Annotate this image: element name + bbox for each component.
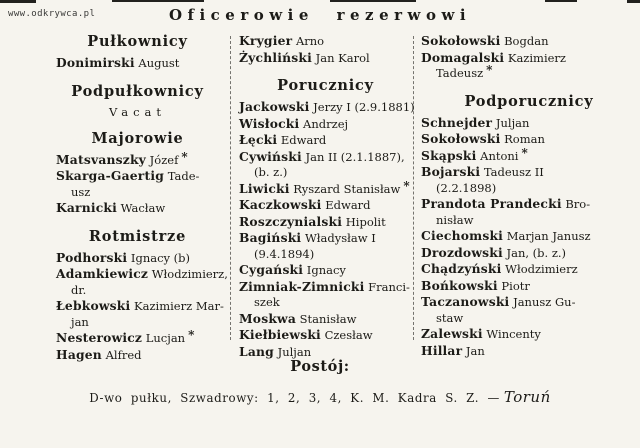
officer-entry-line: Adamkiewicz Włodzimierz,	[56, 266, 228, 281]
surname: Łęcki	[239, 132, 278, 147]
surname: Bojarski	[421, 164, 481, 179]
surname: Adamkiewicz	[56, 266, 149, 281]
officer-entry-line: Hagen Alfred	[56, 346, 142, 362]
officer-entry	[239, 116, 412, 133]
officer-entry-line: Łebkowski Kazimierz Mar-	[56, 298, 224, 313]
officer-entry-line: Podhorski Ignacy (b)	[56, 249, 191, 265]
officer-entry-line: Zimniak-Zimnicki Franci-	[239, 278, 410, 294]
officer-entry-line: usz	[71, 184, 91, 199]
officer-entry-line: nisław	[436, 212, 474, 227]
officer-entry-line: Zalewski Wincenty	[421, 326, 541, 341]
officer-entry	[421, 261, 637, 278]
officer-entry	[239, 197, 412, 214]
officer-entry	[56, 149, 219, 169]
surname: Zalewski	[421, 326, 483, 341]
officer-entry-line: Matsvanszky Józef *	[56, 149, 188, 167]
officer-entry	[239, 327, 412, 344]
officer-entry-line: Chądzyński Włodzimierz	[421, 261, 578, 276]
rank-header: Porucznicy	[277, 77, 374, 94]
surname: Kaczkowski	[239, 197, 322, 212]
asterisk: *	[188, 328, 195, 342]
officer-entry-line: Drozdowski Jan, (b. z.)	[421, 244, 567, 260]
officer-entry-line: dr.	[71, 282, 87, 297]
surname: Zimniak-Zimnicki	[239, 278, 365, 294]
officer-column-middle	[239, 33, 415, 360]
surname: Prandota Prandecki	[421, 196, 562, 211]
officer-entry-line: Wisłocki Andrzej	[239, 115, 349, 131]
officer-entry-line: Tadeusz *	[436, 63, 493, 80]
surname: Cywiński	[239, 148, 302, 164]
officer-entry-line: Bagiński Władysław I	[239, 230, 376, 245]
officer-column-left	[56, 31, 228, 363]
surname: Żychliński	[239, 49, 312, 65]
surname: Jackowski	[239, 99, 310, 114]
officer-entry	[421, 228, 637, 245]
officer-entry-line: Cygański Ignacy	[239, 262, 346, 277]
rank-header: Majorowie	[91, 129, 184, 147]
surname: Matsvanszky	[56, 151, 147, 167]
officer-entry-line: jan	[71, 314, 89, 329]
surname: Sokołowski	[421, 131, 501, 146]
officer-entry	[421, 245, 637, 262]
officer-entry	[421, 131, 637, 148]
scan-artifact	[330, 0, 416, 2]
officer-entry-line: Schnejder Juljan	[421, 114, 530, 130]
surname: Hagen	[56, 346, 102, 362]
surname: Moskwa	[239, 310, 297, 326]
officer-entry	[56, 266, 228, 298]
station-line	[0, 388, 640, 406]
officer-entry	[239, 33, 412, 50]
officer-entry	[421, 115, 637, 132]
surname: Wisłocki	[239, 115, 300, 131]
surname: Skąpski	[421, 147, 477, 163]
surname: Krygier	[239, 33, 293, 48]
officer-entry-line: Roszczynialski Hipolit	[239, 213, 386, 229]
surname: Domagalski	[421, 49, 505, 65]
officer-entry-line: Karnicki Wacław	[56, 200, 166, 215]
officer-entry	[421, 164, 637, 196]
surname: Bagiński	[239, 230, 302, 245]
officer-entry-line: Łęcki Edward	[239, 132, 327, 147]
surname: Karnicki	[56, 200, 118, 215]
officer-entry-line: Sokołowski Roman	[421, 131, 545, 146]
officer-entry	[56, 250, 219, 267]
surname: Cygański	[239, 262, 304, 277]
surname: Liwicki	[239, 180, 290, 196]
officer-entry	[239, 262, 412, 279]
officer-entry	[421, 294, 637, 326]
officer-entry	[56, 200, 219, 217]
officer-entry	[421, 33, 637, 50]
rank-header: Pułkownicy	[87, 33, 188, 50]
officer-entry-line: Jackowski Jerzy I (2.9.1881)	[239, 99, 415, 114]
rank-header: Podpułkownicy	[71, 82, 204, 100]
officer-entry	[421, 343, 637, 360]
officer-column-right	[421, 33, 637, 359]
surname: Taczanowski	[421, 294, 510, 309]
officer-entry-line: Cywiński Jan II (2.1.1887),	[239, 148, 405, 164]
surname: Bońkowski	[421, 277, 498, 293]
column-divider	[230, 36, 231, 340]
officer-entry-line: Bońkowski Piotr	[421, 277, 530, 293]
station-units: D-wo pułku, Szwadrowy: 1, 2, 3, 4, K. M. Kadra S. Z. —	[89, 391, 500, 405]
officer-entry-line: Ciechomski Marjan Janusz	[421, 228, 591, 243]
website-watermark: www.odkrywca.pl	[8, 9, 96, 19]
scan-artifact	[545, 0, 577, 2]
officer-entry-line: Nesterowicz Lucjan *	[56, 328, 195, 345]
officer-entry	[56, 55, 219, 72]
surname: Skarga-Gaertig	[56, 168, 165, 183]
surname: Hillar	[421, 342, 463, 358]
officer-entry	[239, 311, 412, 328]
surname: Drozdowski	[421, 244, 503, 260]
officer-entry	[56, 298, 224, 330]
rank-header: Rotmistrze	[88, 227, 187, 245]
officer-entry	[239, 279, 412, 311]
officer-entry-line: staw	[436, 310, 464, 325]
officer-entry	[56, 330, 219, 347]
surname: Ciechomski	[421, 228, 504, 243]
asterisk: *	[403, 178, 410, 193]
scan-artifact	[112, 0, 204, 2]
officer-entry-line: Liwicki Ryszard Stanisław *	[239, 178, 410, 196]
surname: Donimirski	[56, 55, 135, 70]
officer-entry-line: Kaczkowski Edward	[239, 197, 371, 212]
station-place: Toruń	[503, 388, 551, 406]
officer-entry	[239, 132, 412, 149]
officer-entry-line: Hillar Jan	[421, 342, 485, 358]
officer-entry-line: Sokołowski Bogdan	[421, 33, 549, 48]
surname: Chądzyński	[421, 261, 502, 276]
station-header: Postój:	[290, 358, 350, 375]
asterisk: *	[521, 145, 528, 160]
scan-artifact	[0, 0, 36, 3]
officer-entry-line: Moskwa Stanisław	[239, 310, 357, 326]
asterisk: *	[181, 149, 188, 164]
officer-entry	[421, 326, 637, 343]
officer-entry	[239, 178, 412, 198]
officer-entry-line: (9.4.1894)	[254, 246, 315, 261]
rank-header: Podporucznicy	[464, 92, 594, 110]
surname: Sokołowski	[421, 33, 501, 48]
officer-entry-line: Bojarski Tadeusz II	[421, 164, 544, 179]
surname: Schnejder	[421, 114, 493, 130]
surname: Roszczynialski	[239, 213, 343, 229]
surname: Lang	[239, 343, 274, 359]
officer-entry-line: szek	[254, 295, 280, 309]
column-divider	[413, 36, 414, 340]
surname: Łebkowski	[56, 298, 131, 313]
officer-entry	[421, 278, 637, 295]
officer-entry	[239, 214, 412, 231]
officer-entry-line: Żychliński Jan Karol	[239, 49, 370, 65]
officer-entry-line: Donimirski August	[56, 55, 180, 70]
surname: Nesterowicz	[56, 330, 143, 345]
officer-entry-line: (2.2.1898)	[436, 180, 497, 195]
page-title: Oficerowie rezerwowi	[168, 6, 472, 24]
officer-entry-line: Prandota Prandecki Bro-	[421, 196, 591, 211]
officer-entry	[421, 196, 637, 228]
officer-entry-line: Taczanowski Janusz Gu-	[421, 294, 576, 309]
officer-entry-line: (b. z.)	[254, 165, 288, 179]
asterisk: *	[486, 63, 493, 77]
officer-entry-line: Domagalski Kazimierz	[421, 49, 566, 65]
officer-entry-line: Skarga-Gaertig Tade-	[56, 168, 200, 183]
officer-entry	[239, 99, 415, 116]
officer-entry	[239, 50, 412, 67]
officer-entry	[421, 145, 637, 165]
officer-entry-line: Krygier Arno	[239, 33, 325, 48]
officer-entry	[239, 230, 412, 262]
officer-entry-line: Lang Juljan	[239, 343, 312, 359]
scan-artifact	[627, 0, 640, 3]
surname: Podhorski	[56, 249, 128, 265]
officer-entry	[421, 50, 637, 82]
surname: Kiełbiewski	[239, 327, 321, 342]
officer-entry-line: Kiełbiewski Czesław	[239, 327, 373, 342]
officer-entry	[56, 168, 219, 200]
officer-entry-line: Skąpski Antoni *	[421, 145, 528, 163]
vacat-label: Vacat	[108, 104, 167, 119]
officer-entry	[239, 149, 412, 181]
